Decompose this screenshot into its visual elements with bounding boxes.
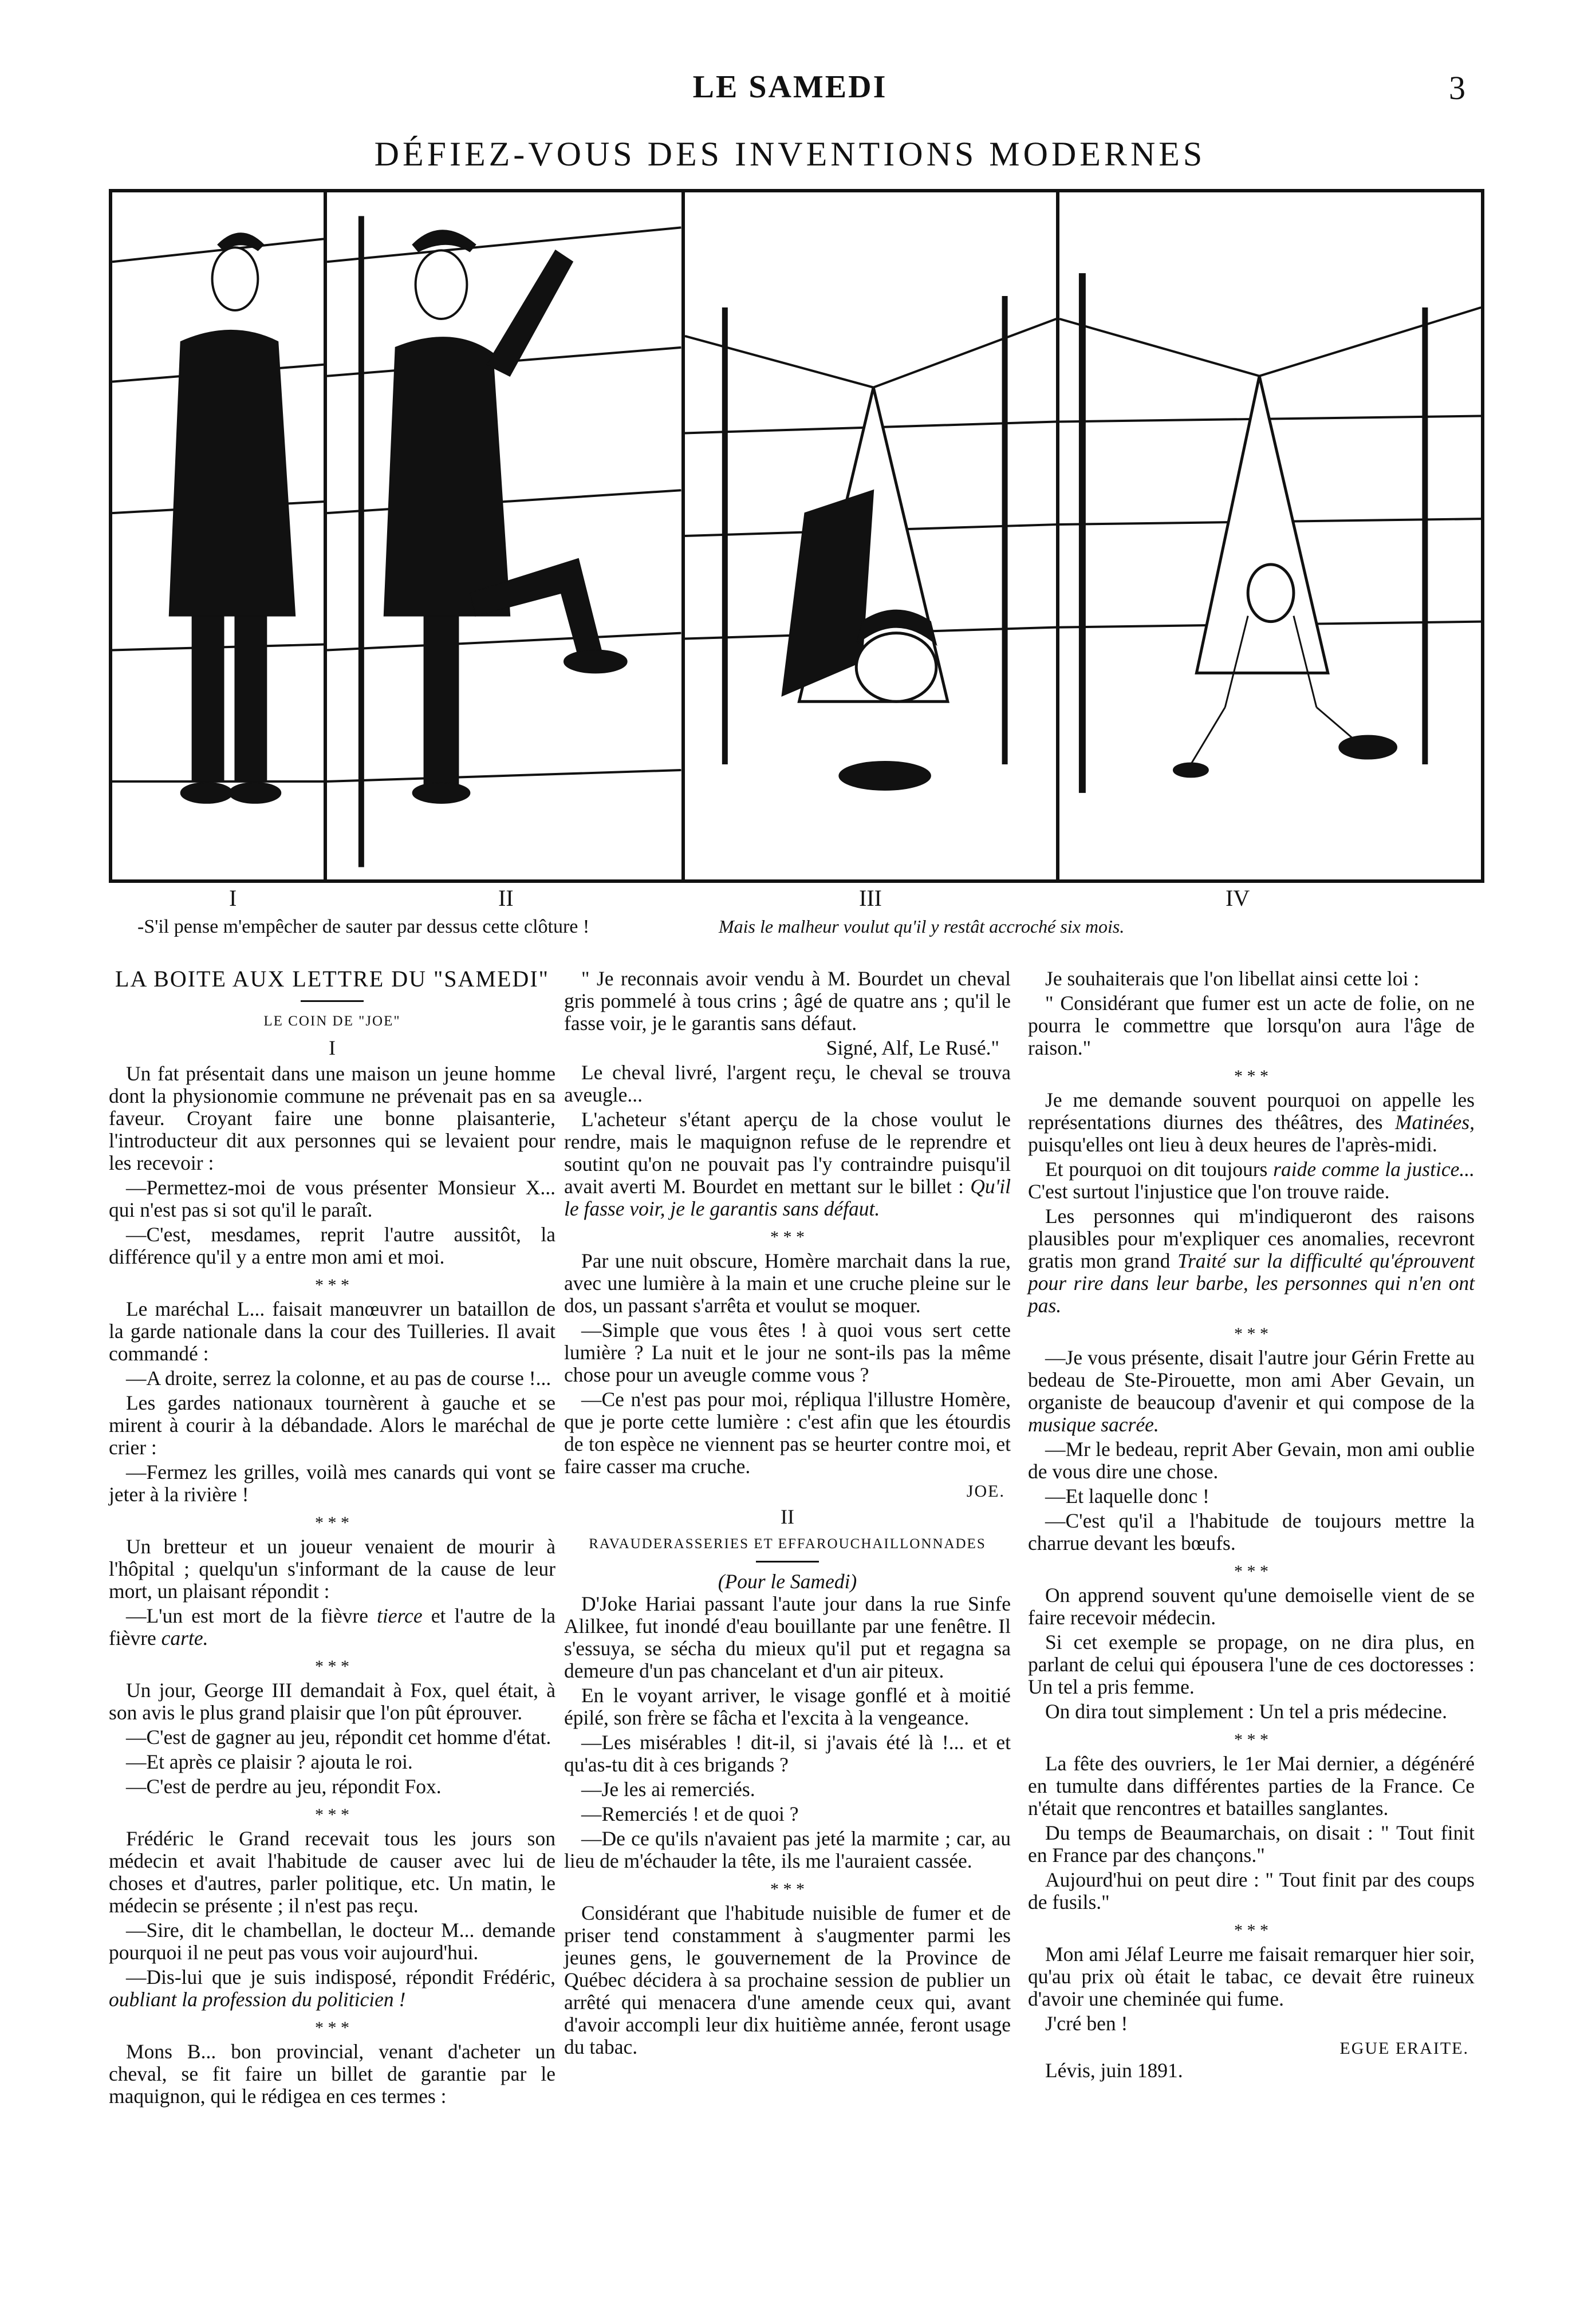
paragraph: Mons B... bon provincial, venant d'acheter un cheval, se fit faire un billet de garantie par le maquignon, qui le rédigea en ces termes : (109, 2040, 555, 2108)
caption-right: Mais le malheur voulut qu'il y restât accroché six mois. (719, 916, 1125, 937)
paragraph: —Ce n'est pas pour moi, répliqua l'illustre Homère, que je porte cette lumière : c'est afin que les étourdis de ton espèce ne viennent pas se heurter contre moi, et faire casser ma cruche. (564, 1388, 1011, 1478)
paragraph: —Sire, dit le chambellan, le docteur M... demande pourquoi il ne peut pas vous voir aujourd'hui. (109, 1919, 555, 1964)
cartoon-panel-4 (1059, 192, 1481, 879)
dateline: Lévis, juin 1891. (1045, 2059, 1183, 2082)
column-3 (1028, 968, 1475, 2084)
column-1 (109, 968, 555, 2110)
asterism: * * * (1234, 1562, 1268, 1581)
byline: (Pour le Samedi) (718, 1570, 857, 1593)
page-header (0, 69, 1580, 120)
paragraph: —C'est de perdre au jeu, répondit Fox. (126, 1775, 442, 1798)
paragraph: —Remerciés ! et de quoi ? (581, 1802, 799, 1825)
paragraph: Je me demande souvent pourquoi on appelle les représentations diurnes des théâtres, des Matinées, puisqu'elles ont lieu à deux heures de l'après-midi. (1028, 1088, 1475, 1156)
paragraph: Aujourd'hui on peut dire : " Tout finit par des coups de fusils." (1028, 1868, 1475, 1913)
panel-numerals (0, 885, 1580, 913)
author-signature: EGUE ERAITE. (1339, 2039, 1469, 2058)
asterism: * * * (315, 1805, 349, 1824)
paragraph: —Dis-lui que je suis indisposé, répondit Frédéric, oubliant la profession du politicien ! (109, 1966, 555, 2011)
panel-4-illustration (1059, 192, 1481, 879)
paragraph: Mon ami Jélaf Leurre me faisait remarquer hier soir, qu'au prix où était le tabac, ce devait être ruineux d'avoir une cheminée qui fume. (1028, 1943, 1475, 2010)
asterism: * * * (1234, 1067, 1268, 1086)
paragraph: Considérant que l'habitude nuisible de fumer et de priser tend constamment à s'augmenter parmi les jeunes gens, le gouvernement de la Province de Québec décidera à sa prochaine session de publier un arrêté qui menacera d'une amende ceux qui, avant d'avoir accompli leur dix huitième année, feront usage du tabac. (564, 1901, 1011, 2058)
asterism: * * * (315, 2018, 349, 2037)
paragraph: Le maréchal L... faisait manœuvrer un bataillon de la garde nationale dans la cour des Tuilleries. Il avait commandé : (109, 1297, 555, 1365)
paragraph: —Permettez-moi de vous présenter Monsieur X... qui n'est pas si sot qu'il le paraît. (109, 1176, 555, 1221)
paragraph: " Je reconnais avoir vendu à M. Bourdet un cheval gris pommelé à tous crins ; âgé de quatre ans ; qu'il le fasse voir, je le garantis sans défaut. (564, 967, 1011, 1035)
paragraph: On apprend souvent qu'une demoiselle vient de se faire recevoir médecin. (1028, 1584, 1475, 1629)
paragraph: L'acheteur s'étant aperçu de la chose voulut le rendre, mais le maquignon refuse de le reprendre et soutint qu'on ne pouvait pas l'y contraindre puisqu'il avait averti M. Bourdet en mettant sur le billet : Qu'il le fasse voir, je le garantis sans défaut. (564, 1108, 1011, 1220)
paragraph: Frédéric le Grand recevait tous les jours son médecin et avait l'habitude de causer avec lui de choses et d'autres, parler politique, etc. Un matin, le médecin se présente ; il n'est pas reçu. (109, 1827, 555, 1917)
paragraph: —De ce qu'ils n'avaient pas jeté la marmite ; car, au lieu de m'échauder la tête, ils me l'auraient cassée. (564, 1827, 1011, 1872)
paragraph: On dira tout simplement : Un tel a pris médecine. (1045, 1700, 1447, 1723)
paragraph: —C'est de gagner au jeu, répondit cet homme d'état. (126, 1726, 551, 1749)
paragraph: —L'un est mort de la fièvre tierce et l'autre de la fièvre carte. (109, 1604, 555, 1650)
divider (756, 1561, 819, 1563)
divider (301, 1000, 364, 1002)
section-heading: LA BOITE AUX LETTRE DU "SAMEDI" (115, 966, 549, 992)
panel-1-illustration (112, 192, 324, 879)
section-number: I (329, 1036, 336, 1059)
cartoon-title: DÉFIEZ-VOUS DES INVENTIONS MODERNES (374, 135, 1206, 173)
paragraph: Le cheval livré, l'argent reçu, le cheval se trouva aveugle... (564, 1061, 1011, 1106)
column-2 (564, 968, 1011, 2061)
asterism: * * * (1234, 1324, 1268, 1343)
paragraph: —Je les ai remerciés. (581, 1778, 755, 1801)
numeral-2: II (498, 885, 514, 911)
paragraph: " Considérant que fumer est un acte de folie, on ne pourra le commettre que lorsqu'on aura l'âge de raison." (1028, 992, 1475, 1059)
section-number: II (781, 1505, 794, 1528)
panel-3-illustration (685, 192, 1056, 879)
paragraph: Les gardes nationaux tournèrent à gauche et se mirent à courir à la débandade. Alors le maréchal de crier : (109, 1391, 555, 1459)
panel-2-illustration (327, 192, 681, 879)
asterism: * * * (770, 1880, 805, 1899)
paragraph: —C'est, mesdames, reprit l'autre aussitôt, la différence qu'il y a entre mon ami et moi. (109, 1223, 555, 1268)
numeral-1: I (229, 885, 237, 911)
paragraph: Un jour, George III demandait à Fox, quel était, à son avis le plus grand plaisir que l'on pût éprouver. (109, 1679, 555, 1724)
paragraph: —Fermez les grilles, voilà mes canards qui vont se jeter à la rivière ! (109, 1461, 555, 1506)
section-subheading: LE COIN DE "JOE" (263, 1013, 401, 1029)
paragraph: La fête des ouvriers, le 1er Mai dernier, a dégénéré en tumulte dans différentes parties de la France. Ce n'était que rencontres et batailles sanglantes. (1028, 1752, 1475, 1820)
cartoon-panel-2 (327, 192, 684, 879)
paragraph: Par une nuit obscure, Homère marchait dans la rue, avec une lumière à la main et une cruche pleine sur le dos, un passant s'arrêta et voulut se moquer. (564, 1249, 1011, 1317)
asterism: * * * (1234, 1730, 1268, 1749)
cartoon-panel-1 (112, 192, 327, 879)
paragraph: —Je vous présente, disait l'autre jour Gérin Frette au bedeau de Ste-Pirouette, mon ami Aber Gevain, un organiste de beaucoup d'avenir et qui compose de la musique sacrée. (1028, 1346, 1475, 1436)
asterism: * * * (315, 1513, 349, 1532)
numeral-4: IV (1226, 885, 1250, 911)
journal-title: LE SAMEDI (692, 69, 888, 105)
paragraph: —C'est qu'il a l'habitude de toujours mettre la charrue devant les bœufs. (1028, 1509, 1475, 1554)
numeral-3: III (859, 885, 882, 911)
paragraph: —A droite, serrez la colonne, et au pas de course !... (126, 1367, 551, 1390)
asterism: * * * (1234, 1921, 1268, 1940)
paragraph: Les personnes qui m'indiqueront des raisons plausibles pour m'expliquer ces anomalies, recevront gratis mon grand Traité sur la difficulté qu'éprouvent pour rire dans leur barbe, les personnes qui n'en ont pas. (1028, 1205, 1475, 1317)
asterism: * * * (315, 1657, 349, 1676)
author-signature: JOE. (966, 1482, 1005, 1501)
cartoon-strip (109, 189, 1484, 883)
asterism: * * * (315, 1276, 349, 1295)
paragraph: —Les misérables ! dit-il, si j'avais été là !... et et qu'as-tu dit à ces brigands ? (564, 1731, 1011, 1776)
paragraph: —Simple que vous êtes ! à quoi vous sert cette lumière ? La nuit et le jour ne sont-ils pas la même chose pour un aveugle comme vous ? (564, 1319, 1011, 1386)
paragraph: —Et laquelle donc ! (1045, 1485, 1209, 1508)
paragraph: —Mr le bedeau, reprit Aber Gevain, mon ami oublie de vous dire une chose. (1028, 1438, 1475, 1483)
paragraph: Un bretteur et un joueur venaient de mourir à l'hôpital ; quelqu'un s'informant de la cause de leur mort, un plaisant répondit : (109, 1535, 555, 1603)
paragraph: D'Joke Hariai passant l'aute jour dans la rue Sinfe Alilkee, fut inondé d'eau bouillante par une fenêtre. Il s'essuya, se sécha du mieux qu'il put et regagna sa demeure d'un pas chancelant et d'un air piteux. (564, 1592, 1011, 1682)
caption-left: -S'il pense m'empêcher de sauter par dessus cette clôture ! (137, 916, 590, 937)
cartoon-panel-3 (685, 192, 1059, 879)
paragraph: —Et après ce plaisir ? ajouta le roi. (126, 1750, 413, 1773)
paragraph: Je souhaiterais que l'on libellat ainsi cette loi : (1045, 967, 1420, 990)
asterism: * * * (770, 1228, 805, 1246)
paragraph: Du temps de Beaumarchais, on disait : " Tout finit en France par des chançons." (1028, 1821, 1475, 1867)
section-subheading: RAVAUDERASSERIES ET EFFAROUCHAILLONNADES (589, 1536, 986, 1552)
paragraph: Et pourquoi on dit toujours raide comme la justice... C'est surtout l'injustice que l'on trouve raide. (1028, 1158, 1475, 1203)
paragraph: En le voyant arriver, le visage gonflé et à moitié épilé, son frère se fâcha et l'excita à la vengeance. (564, 1684, 1011, 1729)
page-number: 3 (1449, 69, 1465, 106)
paragraph: Un fat présentait dans une maison un jeune homme dont la physionomie commune ne prévenait pas en sa faveur. Croyant faire une bonne plaisanterie, l'introducteur dit aux personnes qui se levaient pour les recevoir : (109, 1062, 555, 1174)
signature-line: Signé, Alf, Le Rusé." (826, 1036, 999, 1059)
paragraph: J'cré ben ! (1045, 2012, 1128, 2035)
paragraph: Si cet exemple se propage, on ne dira plus, en parlant de celui qui épousera l'une de ces doctoresses : Un tel a pris femme. (1028, 1631, 1475, 1698)
